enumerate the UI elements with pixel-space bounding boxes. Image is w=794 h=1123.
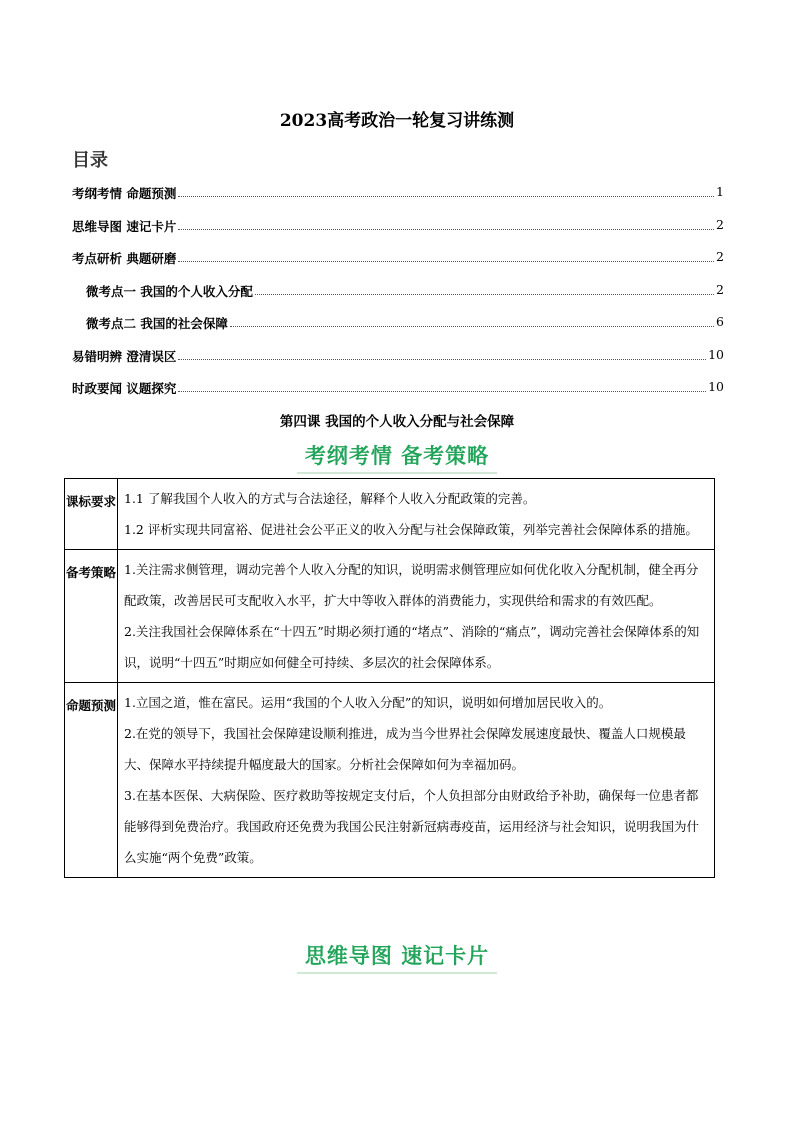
row-paragraph: 1.1 了解我国个人收入的方式与合法途径，解释个人收入分配政策的完善。: [124, 491, 536, 506]
toc-entry-page: 2: [716, 281, 724, 297]
table-row: [65, 479, 715, 550]
toc-entry-page: 1: [716, 184, 724, 199]
toc-entry[interactable]: [72, 282, 724, 315]
toc-entry-page: 2: [716, 216, 724, 232]
toc-entry-page: 2: [716, 249, 724, 264]
toc-entry[interactable]: [72, 347, 724, 380]
toc-entry-label: 思维导图 速记卡片: [72, 218, 177, 234]
table-row: [65, 550, 715, 683]
row-content: [118, 683, 715, 878]
syllabus-table: [64, 478, 715, 878]
toc-leader: [255, 282, 714, 295]
toc-entry-page: 10: [708, 346, 724, 362]
table-row: [65, 683, 715, 878]
row-paragraph: 1.关注需求侧管理，调动完善个人收入分配的知识，说明需求侧管理应如何优化收入分配机制，健全再分配政策，改善居民可支配收入水平，扩大中等收入群体的消费能力，实现供给和需求的有效匹配。: [124, 562, 699, 608]
row-paragraph: 1.立国之道，惟在富民。运用“我国的个人收入分配”的知识，说明如何增加居民收入的。: [124, 695, 612, 710]
row-header: 命题预测: [65, 683, 118, 878]
toc-entry-label: 微考点二 我国的社会保障: [86, 316, 228, 331]
toc-leader: [178, 184, 714, 197]
row-header: 备考策略: [65, 550, 118, 683]
toc-leader: [178, 217, 714, 230]
toc-entry[interactable]: [72, 249, 724, 282]
toc-entry-label: 微考点一 我国的个人收入分配: [86, 283, 253, 299]
section-banner: [0, 440, 794, 474]
toc-entry-label: 易错明辨 澄清误区: [72, 348, 177, 364]
toc-leader: [178, 347, 706, 360]
row-paragraph: 2.在党的领导下，我国社会保障建设顺利推进，成为当今世界社会保障发展速度最快、覆盖人口规模最大、保障水平持续提升幅度最大的国家。分析社会保障如何为幸福加码。: [124, 726, 686, 772]
row-content: [118, 550, 715, 683]
toc-entry[interactable]: [72, 184, 724, 217]
row-paragraph: 1.2 评析实现共同富裕、促进社会公平正义的收入分配与社会保障政策，列举完善社会保障体系的措施。: [124, 522, 698, 537]
row-content: [118, 479, 715, 550]
toc-entry-page: 10: [708, 379, 724, 394]
toc-entry[interactable]: [72, 314, 724, 347]
toc-entry[interactable]: [72, 379, 724, 412]
toc-entry-label: 考纲考情 命题预测: [72, 186, 177, 201]
toc-entry-page: 6: [716, 314, 724, 329]
row-paragraph: 2.关注我国社会保障体系在“十四五”时期必须打通的“堵点”、消除的“痛点”，调动完善社会保障体系的知识，说明“十四五”时期应如何健全可持续、多层次的社会保障体系。: [124, 624, 700, 670]
section-banner-text: 考纲考情 备考策略: [297, 440, 497, 474]
table-of-contents: [72, 184, 724, 412]
toc-leader: [178, 249, 714, 262]
toc-heading: 目录: [72, 150, 108, 171]
toc-leader: [178, 379, 706, 392]
toc-leader: [230, 314, 714, 327]
row-header: 课标要求: [65, 479, 118, 550]
toc-entry-label: 考点研析 典题研磨: [72, 251, 177, 266]
row-paragraph: 3.在基本医保、大病保险、医疗救助等按规定支付后，个人负担部分由财政给予补助，确保每一位患者都能够得到免费治疗。我国政府还免费为我国公民注射新冠病毒疫苗，运用经济与社会知识，说明我国为什么实施“两个免费”政策。: [124, 788, 700, 865]
section-banner-text: 思维导图 速记卡片: [297, 940, 497, 974]
lesson-title: 第四课 我国的个人收入分配与社会保障: [279, 414, 515, 430]
section-banner: [0, 940, 794, 974]
toc-entry[interactable]: [72, 217, 724, 250]
toc-entry-label: 时政要闻 议题探究: [72, 381, 177, 396]
document-title: 2023高考政治一轮复习讲练测: [279, 111, 515, 131]
